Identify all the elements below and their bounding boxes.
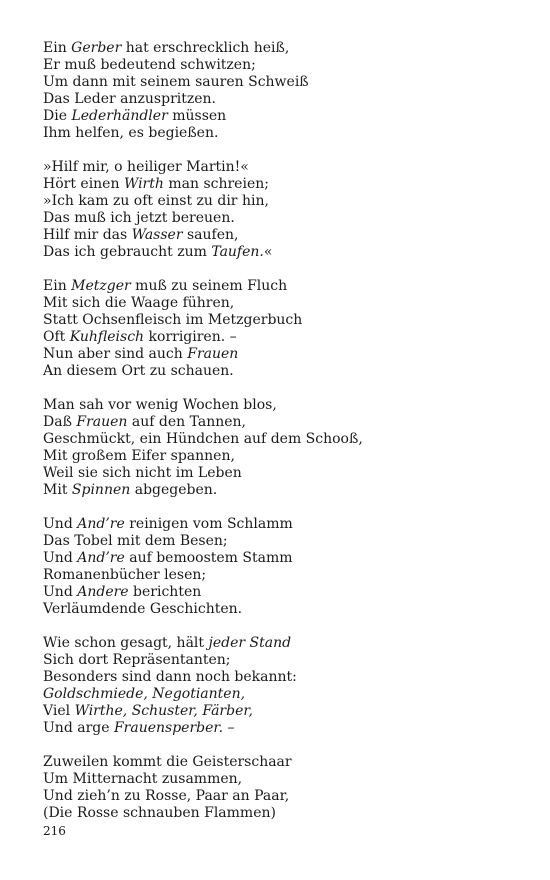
verse-line bbox=[43, 295, 523, 312]
stanza bbox=[43, 278, 523, 380]
text-run: hat erschrecklich heiß, bbox=[121, 40, 290, 56]
text-run: Hilf mir das bbox=[43, 227, 132, 243]
text-run: müssen bbox=[167, 108, 227, 124]
italic-text: Andere bbox=[77, 584, 129, 600]
text-run: muß zu seinem Fluch bbox=[130, 278, 288, 294]
verse-line bbox=[43, 601, 523, 618]
text-run: saufen, bbox=[182, 227, 239, 243]
verse-line bbox=[43, 635, 523, 652]
text-run: Zuweilen kommt die Geisterschaar bbox=[43, 754, 292, 770]
page-number: 216 bbox=[43, 824, 66, 838]
text-run: Ein bbox=[43, 278, 72, 294]
text-run: Mit bbox=[43, 482, 72, 498]
verse-line bbox=[43, 567, 523, 584]
stanza bbox=[43, 397, 523, 499]
stanza bbox=[43, 635, 523, 737]
verse-line bbox=[43, 74, 523, 91]
poem-text bbox=[43, 40, 523, 839]
italic-text: And’re bbox=[77, 550, 125, 566]
text-run: Um Mitternacht zusammen, bbox=[43, 771, 243, 787]
verse-line bbox=[43, 346, 523, 363]
stanza bbox=[43, 754, 523, 822]
text-run: Das ich gebraucht zum bbox=[43, 244, 212, 260]
text-run: Und bbox=[43, 516, 78, 532]
text-run: Das Tobel mit dem Besen; bbox=[43, 533, 228, 549]
verse-line bbox=[43, 414, 523, 431]
verse-line bbox=[43, 244, 523, 261]
text-run: Mit sich die Waage führen, bbox=[43, 295, 235, 311]
text-run: auf bemoostem Stamm bbox=[124, 550, 293, 566]
text-run: « bbox=[263, 244, 273, 260]
text-run: »Hilf mir, o heiliger Martin!« bbox=[43, 159, 249, 175]
verse-line bbox=[43, 669, 523, 686]
verse-line bbox=[43, 278, 523, 295]
text-run: Oft bbox=[43, 329, 70, 345]
verse-line bbox=[43, 91, 523, 108]
verse-line bbox=[43, 108, 523, 125]
text-run: Viel bbox=[43, 703, 75, 719]
text-run: (Die Rosse schnauben Flammen) bbox=[43, 805, 276, 821]
verse-line bbox=[43, 652, 523, 669]
stanza bbox=[43, 516, 523, 618]
text-run: abgegeben. bbox=[130, 482, 218, 498]
verse-line bbox=[43, 805, 523, 822]
verse-line bbox=[43, 516, 523, 533]
italic-text: Lederhändler bbox=[71, 108, 168, 124]
italic-text: Gerber bbox=[71, 40, 122, 56]
text-run: Mit großem Eifer spannen, bbox=[43, 448, 235, 464]
text-run: »Ich kam zu oft einst zu dir hin, bbox=[43, 193, 269, 209]
text-run: Statt Ochsenfleisch im Metzgerbuch bbox=[43, 312, 303, 328]
verse-line bbox=[43, 57, 523, 74]
italic-text: Frauensperber. bbox=[113, 720, 224, 736]
text-run: An diesem Ort zu schauen. bbox=[43, 363, 234, 379]
text-run: Daß bbox=[43, 414, 77, 430]
text-run: – bbox=[223, 720, 235, 736]
text-run: korrigiren. – bbox=[144, 329, 237, 345]
italic-text: Kuhfleisch bbox=[69, 329, 145, 345]
text-run: Wie schon gesagt, hält bbox=[43, 635, 209, 651]
stanza bbox=[43, 40, 523, 142]
text-run: Verläumdende Geschichten. bbox=[43, 601, 243, 617]
text-run: auf den Tannen, bbox=[127, 414, 246, 430]
verse-line bbox=[43, 448, 523, 465]
italic-text: Wasser bbox=[131, 227, 183, 243]
verse-line bbox=[43, 720, 523, 737]
verse-line bbox=[43, 193, 523, 210]
verse-line bbox=[43, 227, 523, 244]
text-run: Das muß ich jetzt bereuen. bbox=[43, 210, 235, 226]
italic-text: Goldschmiede, Negotianten, bbox=[43, 686, 246, 702]
text-run: Nun aber sind auch bbox=[43, 346, 188, 362]
verse-line bbox=[43, 533, 523, 550]
verse-line bbox=[43, 754, 523, 771]
stanza bbox=[43, 159, 523, 261]
text-run: berichten bbox=[128, 584, 202, 600]
verse-line bbox=[43, 686, 523, 703]
text-run: man schreien; bbox=[163, 176, 269, 192]
text-run: Das Leder anzuspritzen. bbox=[43, 91, 217, 107]
text-run: Weil sie sich nicht im Leben bbox=[43, 465, 242, 481]
verse-line bbox=[43, 40, 523, 57]
text-run: reinigen vom Schlamm bbox=[124, 516, 293, 532]
text-run: Ihm helfen, es begießen. bbox=[43, 125, 219, 141]
verse-line bbox=[43, 703, 523, 720]
verse-line bbox=[43, 550, 523, 567]
italic-text: Spinnen bbox=[71, 482, 131, 498]
verse-line bbox=[43, 584, 523, 601]
verse-line bbox=[43, 397, 523, 414]
verse-line bbox=[43, 788, 523, 805]
verse-line bbox=[43, 312, 523, 329]
verse-line bbox=[43, 176, 523, 193]
verse-line bbox=[43, 329, 523, 346]
text-run: Und arge bbox=[43, 720, 114, 736]
verse-line bbox=[43, 125, 523, 142]
verse-line bbox=[43, 210, 523, 227]
italic-text: Taufen. bbox=[211, 244, 264, 260]
text-run: Und zieh’n zu Rosse, Paar an Paar, bbox=[43, 788, 290, 804]
verse-line bbox=[43, 465, 523, 482]
text-run: Und bbox=[43, 584, 78, 600]
text-run: Romanenbücher lesen; bbox=[43, 567, 207, 583]
italic-text: And’re bbox=[77, 516, 125, 532]
text-run: Er muß bedeutend schwitzen; bbox=[43, 57, 256, 73]
text-run: Hört einen bbox=[43, 176, 124, 192]
italic-text: Metzger bbox=[71, 278, 131, 294]
verse-line bbox=[43, 363, 523, 380]
verse-line bbox=[43, 431, 523, 448]
text-run: Man sah vor wenig Wochen blos, bbox=[43, 397, 277, 413]
italic-text: Frauen bbox=[187, 346, 239, 362]
italic-text: Frauen bbox=[76, 414, 128, 430]
text-run: Sich dort Repräsentanten; bbox=[43, 652, 231, 668]
text-run: Und bbox=[43, 550, 78, 566]
italic-text: jeder Stand bbox=[208, 635, 292, 651]
text-run: Um dann mit seinem sauren Schweiß bbox=[43, 74, 309, 90]
text-run: Besonders sind dann noch bekannt: bbox=[43, 669, 297, 685]
verse-line bbox=[43, 771, 523, 788]
text-run: Die bbox=[43, 108, 72, 124]
text-run: Ein bbox=[43, 40, 72, 56]
italic-text: Wirth bbox=[123, 176, 164, 192]
italic-text: Wirthe, Schuster, Färber, bbox=[74, 703, 253, 719]
text-run: Geschmückt, ein Hündchen auf dem Schooß, bbox=[43, 431, 363, 447]
verse-line bbox=[43, 482, 523, 499]
verse-line bbox=[43, 159, 523, 176]
